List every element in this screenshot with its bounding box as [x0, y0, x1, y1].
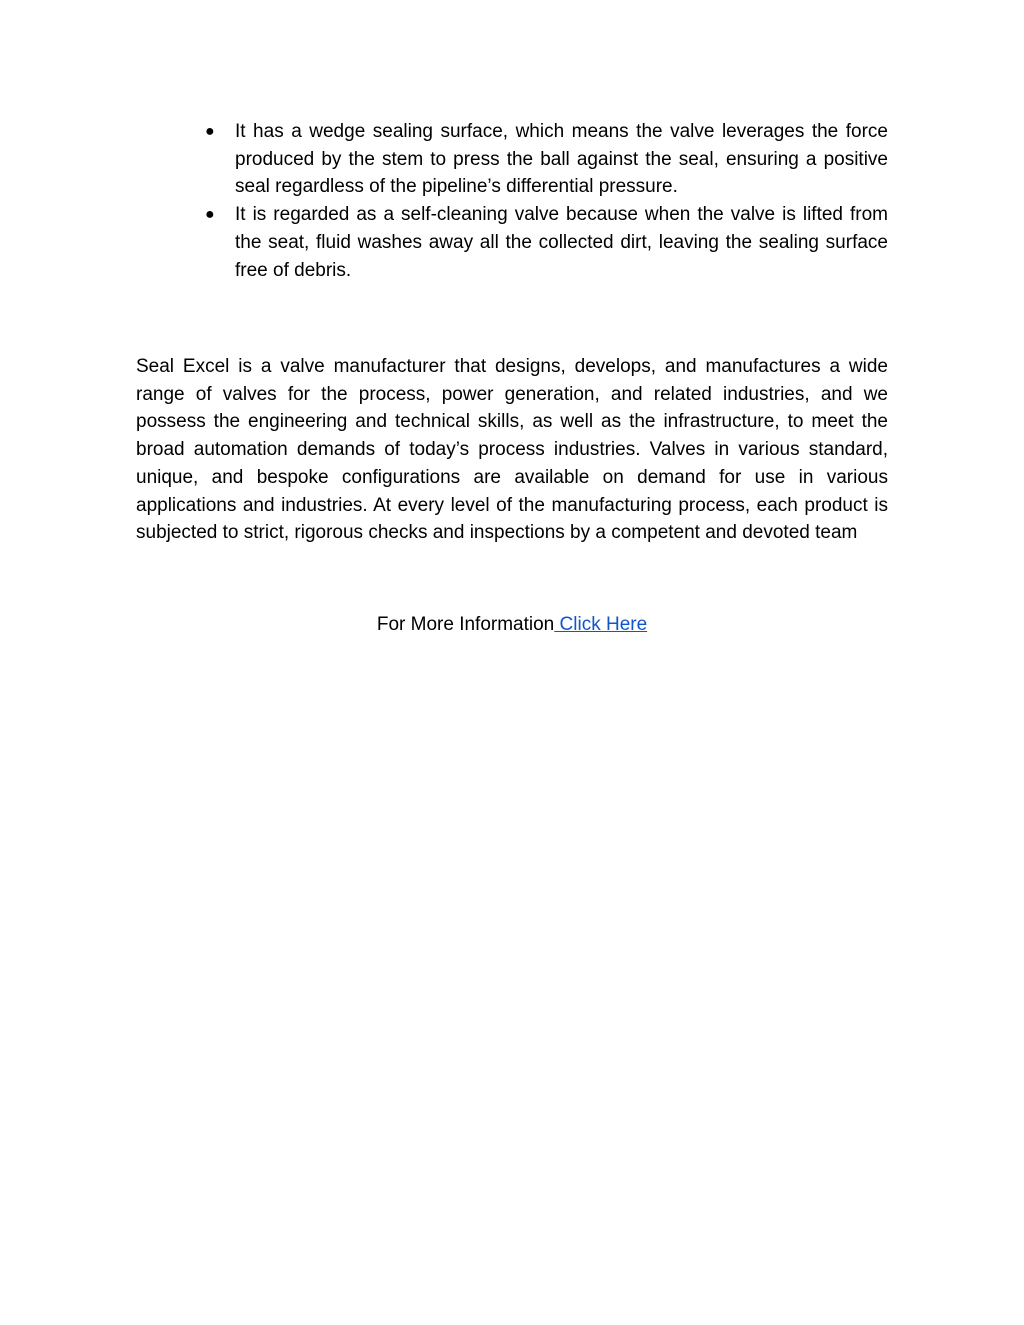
more-info-line	[0, 611, 1024, 639]
list-item	[205, 201, 888, 284]
more-info-label: For More Information	[376, 614, 555, 635]
bullet-text: It has a wedge sealing surface, which means the valve leverages the force produced by the stem to press the ball against the seal, ensuring a positive seal regardless of the pipeline’s differential pressure.	[235, 121, 888, 198]
feature-bullet-list	[205, 118, 888, 284]
company-description-paragraph: Seal Excel is a valve manufacturer that designs, develops, and manufactures a wide range of valves for the process, power generation, and related industries, and we possess the engineering and technical skills, as well as the infrastructure, to meet the broad automation demands of today’s process industries. Valves in various standard, unique, and bespoke configurations are available on demand for use in various applications and industries. At every level of the manufacturing process, each product is subjected to strict, rigorous checks and inspections by a competent and devoted team	[136, 356, 888, 544]
bullet-icon: ●	[205, 206, 215, 224]
list-item	[205, 118, 888, 201]
click-here-link[interactable]: Click Here	[554, 614, 648, 635]
bullet-text: It is regarded as a self-cleaning valve because when the valve is lifted from the seat, fluid washes away all the collected dirt, leaving the sealing surface free of debris.	[235, 204, 888, 281]
bullet-icon: ●	[205, 123, 215, 140]
